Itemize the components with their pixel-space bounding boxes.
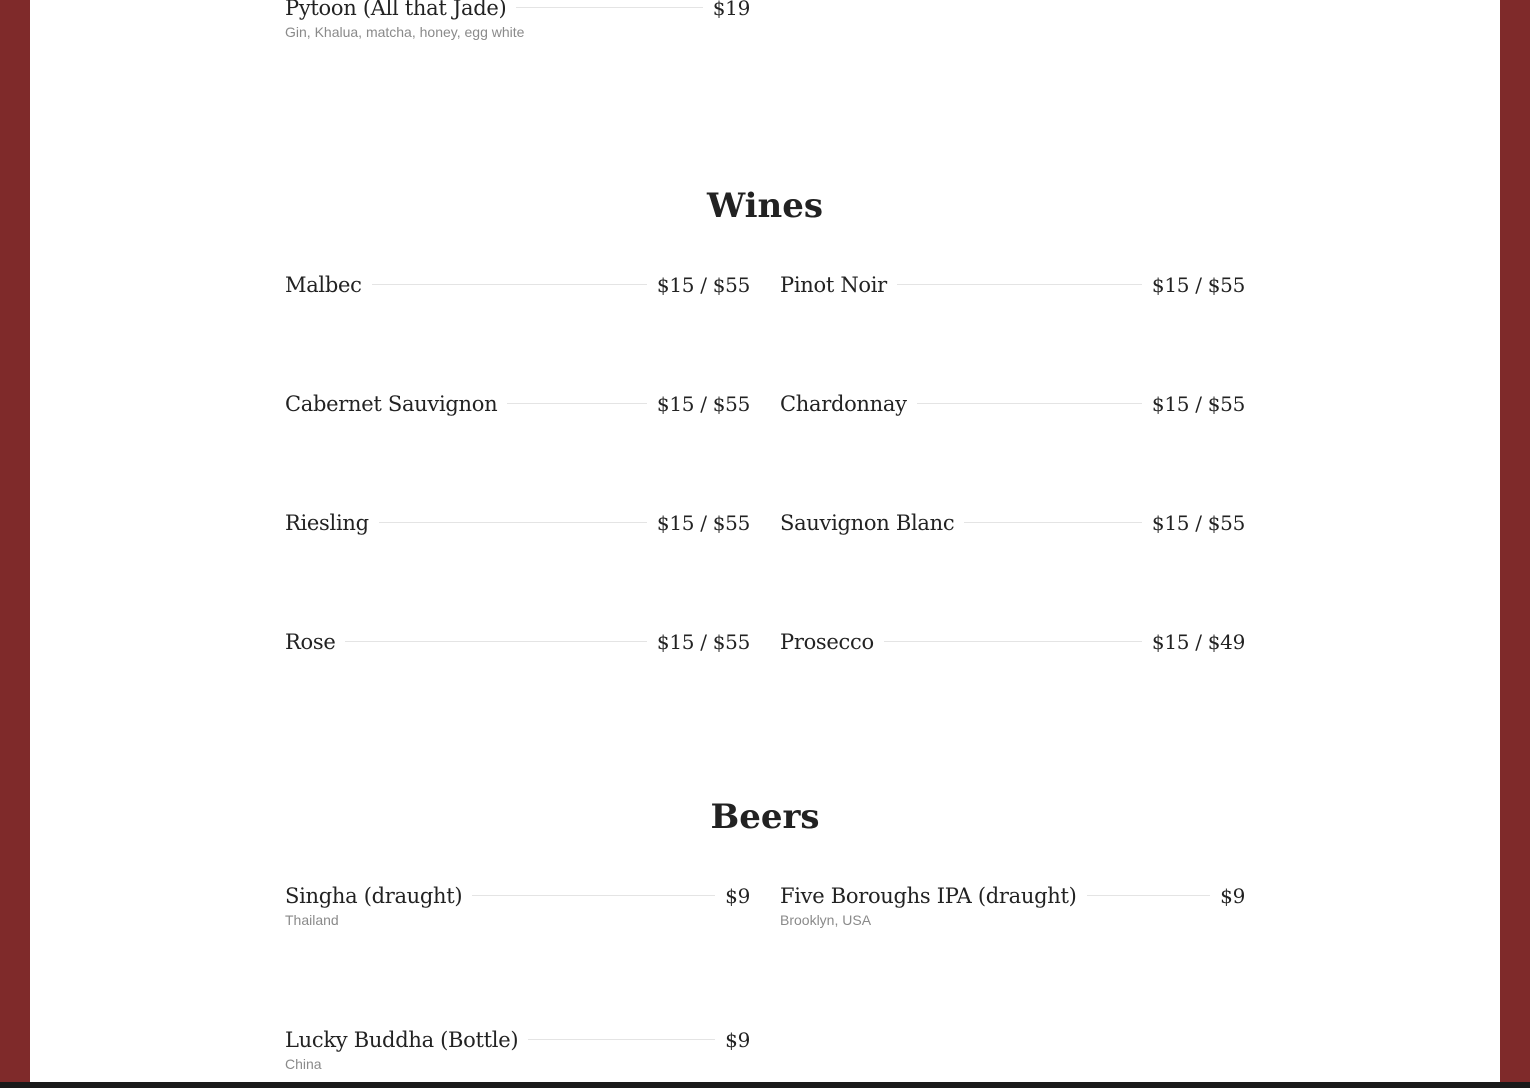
item-price: $15 / $55 xyxy=(1151,392,1245,416)
dotted-leader xyxy=(884,641,1142,642)
item-name: Rose xyxy=(285,630,336,654)
item-price: $15 / $55 xyxy=(1151,511,1245,535)
item-name: Five Boroughs IPA (draught) xyxy=(780,884,1077,908)
item-price: $15 / $55 xyxy=(656,392,750,416)
item-description: Gin, Khalua, matcha, honey, egg white xyxy=(285,24,525,40)
menu-item-malbec xyxy=(285,273,750,297)
item-price: $15 / $55 xyxy=(656,273,750,297)
item-price: $9 xyxy=(1220,884,1245,908)
section-title-beers: Beers xyxy=(710,797,820,837)
item-price: $15 / $55 xyxy=(1151,273,1245,297)
item-price: $9 xyxy=(725,1028,750,1052)
item-description: Thailand xyxy=(285,912,339,928)
dotted-leader xyxy=(345,641,646,642)
menu-item-prosecco xyxy=(780,630,1245,654)
dotted-leader xyxy=(917,403,1142,404)
dotted-leader xyxy=(507,403,647,404)
item-price: $19 xyxy=(712,0,750,20)
dotted-leader xyxy=(472,895,715,896)
dotted-leader xyxy=(1087,895,1211,896)
item-name: Sauvignon Blanc xyxy=(780,511,955,535)
dotted-leader xyxy=(379,522,647,523)
menu-page xyxy=(30,0,1500,1082)
menu-item-pytoon xyxy=(285,0,750,40)
item-name: Cabernet Sauvignon xyxy=(285,392,498,416)
item-name: Prosecco xyxy=(780,630,874,654)
menu-item-rose xyxy=(285,630,750,654)
item-name: Pinot Noir xyxy=(780,273,887,297)
menu-item-cabernet-sauvignon xyxy=(285,392,750,416)
menu-item-chardonnay xyxy=(780,392,1245,416)
item-description: China xyxy=(285,1056,322,1072)
item-name: Lucky Buddha (Bottle) xyxy=(285,1028,519,1052)
item-price: $9 xyxy=(725,884,750,908)
menu-item-riesling xyxy=(285,511,750,535)
item-name: Malbec xyxy=(285,273,362,297)
dotted-leader xyxy=(897,284,1142,285)
item-price: $15 / $49 xyxy=(1151,630,1245,654)
dotted-leader xyxy=(372,284,647,285)
dotted-leader xyxy=(516,7,702,8)
item-name: Pytoon (All that Jade) xyxy=(285,0,507,20)
menu-item-pinot-noir xyxy=(780,273,1245,297)
item-name: Chardonnay xyxy=(780,392,907,416)
bottom-bar xyxy=(0,1082,1530,1088)
item-name: Singha (draught) xyxy=(285,884,463,908)
menu-item-five-boroughs-ipa xyxy=(780,884,1245,928)
menu-item-singha xyxy=(285,884,750,928)
dotted-leader xyxy=(964,522,1142,523)
item-name: Riesling xyxy=(285,511,369,535)
menu-item-lucky-buddha xyxy=(285,1028,750,1072)
item-price: $15 / $55 xyxy=(656,511,750,535)
item-price: $15 / $55 xyxy=(656,630,750,654)
menu-item-sauvignon-blanc xyxy=(780,511,1245,535)
dotted-leader xyxy=(528,1039,715,1040)
item-description: Brooklyn, USA xyxy=(780,912,872,928)
section-title-wines: Wines xyxy=(707,186,823,226)
